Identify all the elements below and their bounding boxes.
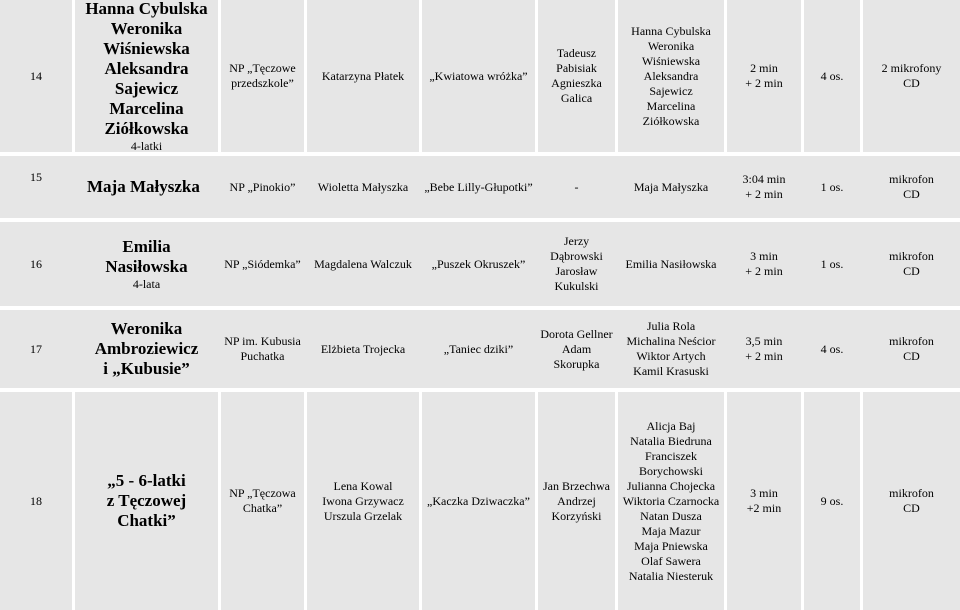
- row-number: 14: [30, 68, 42, 83]
- participant-name-cell: [75, 392, 218, 610]
- equipment: mikrofon CD: [889, 334, 934, 363]
- participant-name-cell: [75, 222, 218, 306]
- participant-age: 4-lata: [132, 276, 161, 291]
- performers: Hanna Cybulska Weronika Wiśniewska Aleksandra Sajewicz Marcelina Ziółkowska: [631, 23, 711, 128]
- participant-name: Hanna Cybulska Weronika Wiśniewska Aleksandra Sajewicz Marcelina Ziółkowska: [85, 0, 208, 138]
- participant-name: „5 - 6-latki z Tęczowej Chatki”: [106, 471, 187, 530]
- participant-age: 4-latki: [130, 138, 163, 153]
- performers: Alicja Baj Natalia Biedruna Franciszek Borychowski Julianna Chojecka Wiktoria Czarnocka Natan Dusza Maja Mazur Maja Pniewska Olaf Sawera Natalia Niesteruk: [622, 418, 720, 583]
- participant-name: Weronika Ambroziewicz i „Kubusie”: [94, 319, 199, 378]
- song-authors: Jerzy Dąbrowski Jarosław Kukulski: [550, 234, 603, 293]
- participant-name: Maja Małyszka: [87, 177, 200, 196]
- row-number: 17: [30, 341, 42, 356]
- institution: NP „Tęczowa Chatka”: [229, 486, 296, 515]
- performers: Maja Małyszka: [633, 179, 709, 194]
- row-number: 18: [30, 493, 42, 508]
- equipment: 2 mikrofony CD: [881, 61, 942, 90]
- equipment: mikrofon CD: [889, 172, 934, 201]
- teacher: Wioletta Małyszka: [317, 179, 409, 194]
- person-count: 4 os.: [820, 341, 844, 356]
- teacher: Elżbieta Trojecka: [320, 341, 406, 356]
- table-row: [0, 222, 960, 306]
- song-authors: Dorota Gellner Adam Skorupka: [540, 326, 613, 371]
- participant-name-cell: [75, 156, 221, 218]
- table-row: [0, 310, 960, 388]
- song-title: „Kaczka Dziwaczka”: [427, 493, 530, 508]
- person-count: 4 os.: [820, 68, 844, 83]
- participant-name: Emilia Nasiłowska: [105, 236, 188, 276]
- row-number: 15: [30, 170, 42, 184]
- song-authors: -: [574, 179, 579, 194]
- duration: 3 min +2 min: [746, 486, 782, 515]
- institution: NP im. Kubusia Puchatka: [224, 334, 301, 363]
- teacher: Lena Kowal Iwona Grzywacz Urszula Grzelak: [322, 478, 404, 523]
- duration: 3,5 min + 2 min: [745, 334, 783, 363]
- song-authors: Tadeusz Pabisiak Agnieszka Galica: [551, 46, 602, 105]
- song-title: „Kwiatowa wróżka”: [429, 68, 528, 83]
- table-row: [0, 0, 960, 152]
- duration: 3:04 min + 2 min: [742, 172, 786, 201]
- song-title: „Taniec dziki”: [443, 341, 514, 356]
- table-row: [0, 156, 960, 218]
- person-count: 9 os.: [820, 493, 844, 508]
- participant-name-cell: [75, 310, 218, 388]
- row-number: 16: [30, 256, 42, 271]
- table-row: [0, 392, 960, 610]
- institution: NP „Siódemka”: [224, 256, 301, 271]
- song-authors: Jan Brzechwa Andrzej Korzyński: [543, 478, 610, 523]
- equipment: mikrofon CD: [889, 249, 934, 278]
- equipment: mikrofon CD: [889, 486, 934, 515]
- participant-name-cell: [75, 0, 218, 152]
- song-title: „Bebe Lilly-Głupotki”: [424, 179, 533, 194]
- duration: 3 min + 2 min: [745, 249, 783, 278]
- institution: NP „Pinokio”: [229, 179, 296, 194]
- performers: Julia Rola Michalina Neścior Wiktor Artych Kamil Krasuski: [626, 319, 716, 378]
- person-count: 1 os.: [820, 256, 844, 271]
- performers: Emilia Nasiłowska: [625, 256, 717, 271]
- duration: 2 min + 2 min: [745, 61, 783, 90]
- institution: NP „Tęczowe przedszkole”: [229, 61, 296, 90]
- teacher: Katarzyna Płatek: [321, 68, 405, 83]
- song-title: „Puszek Okruszek”: [431, 256, 526, 271]
- person-count: 1 os.: [820, 179, 844, 194]
- teacher: Magdalena Walczuk: [314, 256, 412, 271]
